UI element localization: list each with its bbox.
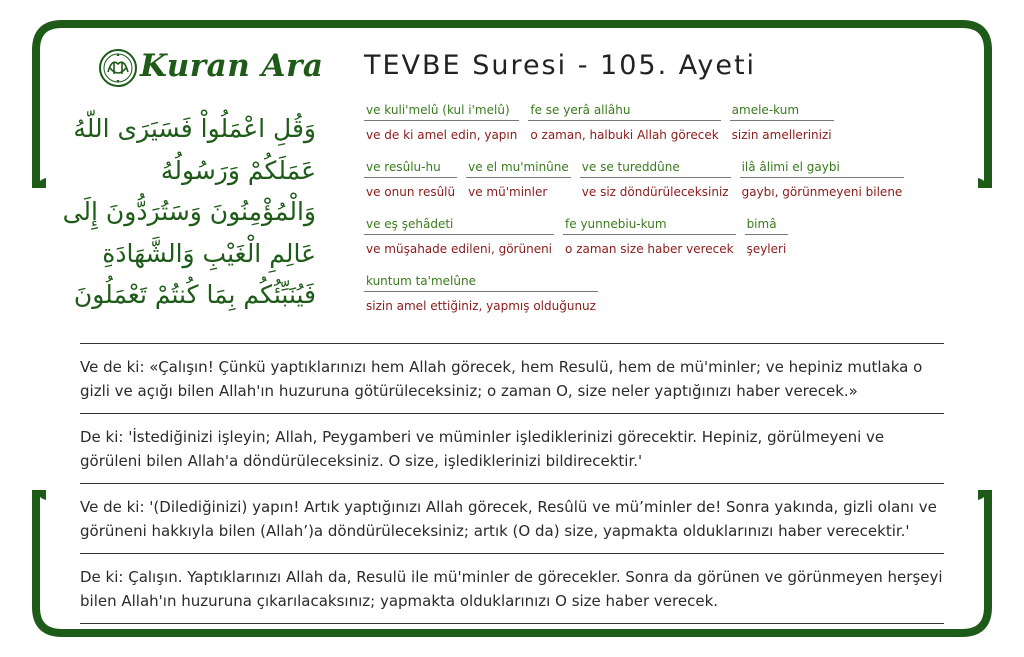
- word-meaning: sizin amellerinizi: [731, 128, 832, 142]
- word-transliteration: ve kuli'melû (kul i'melû): [364, 101, 519, 121]
- word-transliteration: ve se tureddûne: [580, 158, 731, 178]
- word-transliteration: fe se yerâ allâhu: [528, 101, 720, 121]
- word-meaning: ve müşahade edileni, görüneni: [366, 242, 553, 256]
- word-transliteration: ve resûlu-hu: [364, 158, 457, 178]
- word-item[interactable]: [364, 101, 519, 158]
- word-by-word-grid: [364, 101, 964, 329]
- word-transliteration: fe yunnebiu-kum: [563, 215, 736, 235]
- arabic-line: عَمَلَكُمْ وَرَسُولُهُ: [160, 155, 316, 185]
- word-transliteration: bimâ: [745, 215, 789, 235]
- translations-list: [80, 343, 944, 624]
- word-row: [364, 272, 964, 329]
- word-meaning: o zaman, halbuki Allah görecek: [530, 128, 719, 142]
- word-meaning: ve de ki amel edin, yapın: [366, 128, 518, 142]
- word-transliteration: amele-kum: [730, 101, 834, 121]
- word-transliteration: ve el mu'minûne: [466, 158, 571, 178]
- translation-item: De ki: 'İstediğinizi işleyin; Allah, Peygamberi ve müminler işlediklerinizi görecektir. Hepiniz, görülmeyeni ve görüleni bilen Allah'a döndürüleceksiniz. O size, işlediklerinizi bildirecektir.': [80, 414, 944, 484]
- word-transliteration: ilâ âlimi el gaybi: [740, 158, 905, 178]
- word-row: [364, 215, 964, 272]
- word-transliteration: ve eş şehâdeti: [364, 215, 554, 235]
- word-meaning: şeyleri: [746, 242, 787, 256]
- quran-seal-icon: [98, 48, 138, 88]
- word-meaning: ve onun resûlü: [366, 185, 456, 199]
- translation-item: Ve de ki: '(Dilediğinizi) yapın! Artık yaptığınızı Allah görecek, Resûlü ve mü’minler de! Sonra yakında, gizli olanı ve görüneni hakkıyla bilen (Allah’)a döndürüleceksiniz; artık (O da) size, yapmakta olduklarınızı haber verecektir.': [80, 484, 944, 554]
- verse-title: TEVBE Suresi - 105. Ayeti: [364, 50, 757, 81]
- word-item[interactable]: [745, 215, 789, 272]
- word-meaning: gaybı, görünmeyeni bilene: [741, 185, 903, 199]
- word-meaning: ve siz döndürüleceksiniz: [581, 185, 729, 199]
- arabic-verse: [40, 108, 316, 316]
- logo-text: Kuran Ara: [140, 48, 324, 84]
- arabic-line: وَالْمُؤْمِنُونَ وَسَتُرَدُّونَ إِلَى: [62, 197, 316, 226]
- word-item[interactable]: [580, 158, 731, 215]
- word-transliteration: kuntum ta'melûne: [364, 272, 598, 292]
- word-item[interactable]: [730, 101, 834, 158]
- word-item[interactable]: [528, 101, 720, 158]
- word-meaning: ve mü'minler: [468, 185, 548, 199]
- word-row: [364, 101, 964, 158]
- arabic-line: فَيُنَبِّئُكُم بِمَا كُنتُمْ تَعْمَلُونَ: [73, 280, 316, 309]
- word-item[interactable]: [740, 158, 905, 215]
- word-meaning: sizin amel ettiğiniz, yapmış olduğunuz: [366, 299, 596, 313]
- word-item[interactable]: [563, 215, 736, 272]
- translation-item: De ki: Çalışın. Yaptıklarınızı Allah da, Resulü ile mü'minler de görecekler. Sonra da görünen ve görünmeyen herşeyi bilen Allah'ın huzuruna çıkarılacaksınız; yapmakta olduklarınızı O size haber verecek.: [80, 554, 944, 624]
- word-item[interactable]: [466, 158, 571, 215]
- word-item[interactable]: [364, 158, 457, 215]
- word-item[interactable]: [364, 272, 598, 329]
- word-meaning: o zaman size haber verecek: [565, 242, 734, 256]
- arabic-line: عَالِمِ الْغَيْبِ وَالشَّهَادَةِ: [102, 238, 316, 268]
- word-item[interactable]: [364, 215, 554, 272]
- word-row: [364, 158, 964, 215]
- site-logo[interactable]: [98, 46, 324, 90]
- translation-item: Ve de ki: «Çalışın! Çünkü yaptıklarınızı hem Allah görecek, hem Resulü, hem de mü'minler; ve hepiniz mutlaka o gizli ve açığı bilen Allah'ın huzuruna götürüleceksiniz; o zaman O, size neler yaptığınızı haber verecek.»: [80, 344, 944, 414]
- arabic-line: وَقُلِ اعْمَلُواْ فَسَيَرَى اللّهُ: [73, 114, 316, 143]
